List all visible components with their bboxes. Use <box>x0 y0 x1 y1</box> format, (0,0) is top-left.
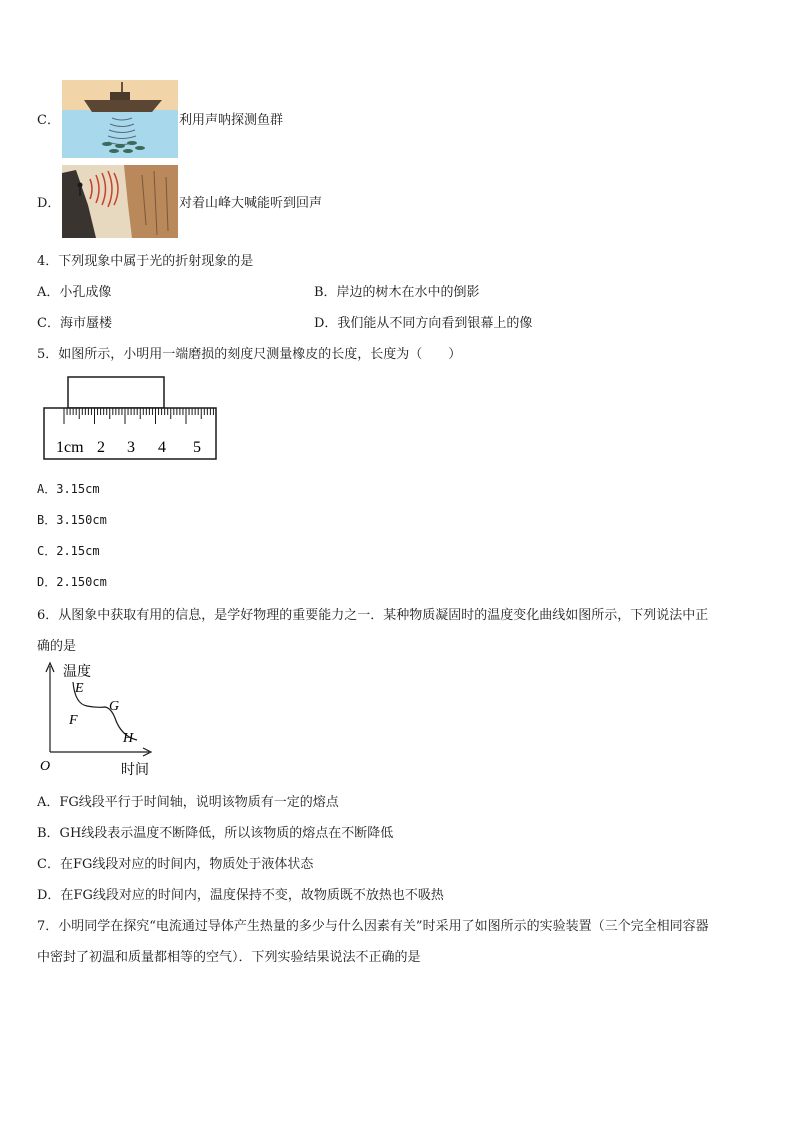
q5-option-b: B．3.150cm <box>37 513 107 527</box>
q3-option-d-text: 对着山峰大喊能听到回声 <box>179 196 323 211</box>
ruler-label-5: 5 <box>193 439 201 456</box>
ruler-diagram <box>40 376 220 464</box>
point-h-label: H <box>123 731 134 746</box>
echo-image <box>62 165 178 238</box>
q6-stem-line1: 6．从图象中获取有用的信息，是学好物理的重要能力之一．某种物质凝固时的温度变化曲线如图所示，下列说法中正 <box>37 608 709 623</box>
q6-stem-line2: 确的是 <box>37 639 77 654</box>
point-e-label: E <box>75 681 84 696</box>
cooling-curve-figure <box>37 660 167 778</box>
q5-option-a: A．3.15cm <box>37 482 100 496</box>
q4-option-d: D．我们能从不同方向看到银幕上的像 <box>314 316 533 331</box>
sonar-illustration <box>62 80 178 158</box>
q4-stem: 4．下列现象中属于光的折射现象的是 <box>37 254 254 269</box>
point-g-label: G <box>109 699 120 714</box>
x-axis-label: 时间 <box>121 763 149 778</box>
q3-option-c-label: C． <box>37 113 60 128</box>
q5-option-c: C．2.15cm <box>37 544 100 558</box>
echo-illustration <box>62 165 178 238</box>
q5-option-d: D．2.150cm <box>37 575 107 589</box>
eraser <box>68 377 164 408</box>
ruler-label-1cm: 1cm <box>56 439 84 456</box>
q3-option-d-label: D． <box>37 196 61 211</box>
q4-option-a: A．小孔成像 <box>37 285 112 300</box>
q6-option-a: A．FG线段平行于时间轴，说明该物质有一定的熔点 <box>37 795 339 810</box>
cooling-curve-graph <box>37 660 167 778</box>
sonar-image <box>62 80 178 158</box>
q6-option-d: D．在FG线段对应的时间内，温度保持不变，故物质既不放热也不吸热 <box>37 888 444 903</box>
ruler-label-2: 2 <box>97 439 105 456</box>
q6-option-b: B．GH线段表示温度不断降低，所以该物质的熔点在不断降低 <box>37 826 394 841</box>
y-axis-label: 温度 <box>63 665 91 680</box>
q7-stem-line1: 7．小明同学在探究“电流通过导体产生热量的多少与什么因素有关”时采用了如图所示的实验装置（三个完全相同容器 <box>37 919 709 934</box>
q5-stem: 5．如图所示，小明用一端磨损的刻度尺测量橡皮的长度，长度为（ ） <box>37 347 462 362</box>
q4-option-b: B．岸边的树木在水中的倒影 <box>314 285 480 300</box>
origin-label: O <box>40 759 51 774</box>
q6-option-c: C．在FG线段对应的时间内，物质处于液体状态 <box>37 857 314 872</box>
q3-option-c-text: 利用声呐探测鱼群 <box>179 113 284 128</box>
q4-option-c: C．海市蜃楼 <box>37 316 112 331</box>
ruler-label-3: 3 <box>127 439 135 456</box>
point-f-label: F <box>69 713 78 728</box>
q7-stem-line2: 中密封了初温和质量都相等的空气）．下列实验结果说法不正确的是 <box>37 950 421 965</box>
ruler-label-4: 4 <box>158 439 166 456</box>
ruler-figure <box>40 376 220 464</box>
